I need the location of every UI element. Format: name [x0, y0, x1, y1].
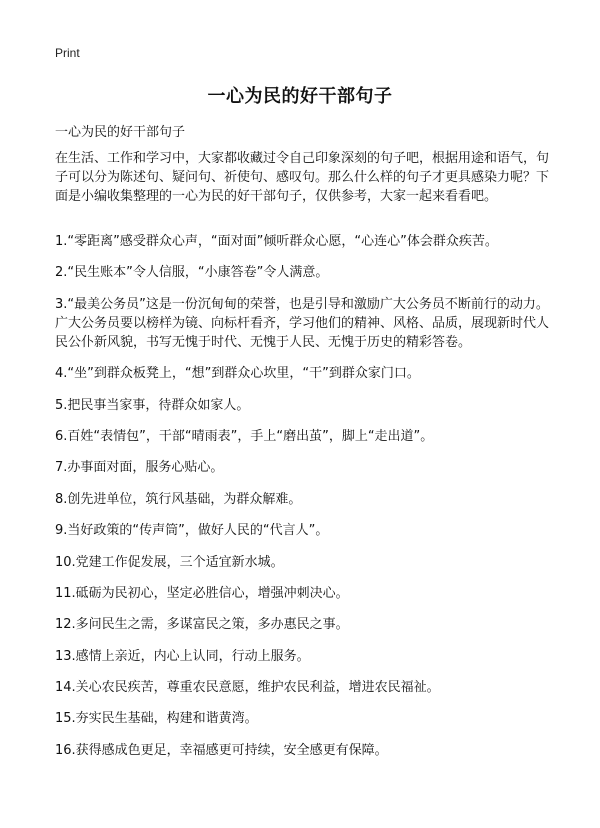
list-item: 5.把民事当家事，待群众如家人。	[55, 397, 250, 413]
page-title: 一心为民的好干部句子	[207, 86, 393, 107]
list-item: 9.当好政策的“传声筒”，做好人民的“代言人”。	[55, 523, 329, 539]
list-item: 1.“零距离”感受群众心声，“面对面”倾听群众心愿，“心连心”体会群众疾苦。	[55, 234, 498, 249]
document-subtitle: 一心为民的好干部句子	[55, 125, 186, 140]
list-item: 16.获得感成色更足，幸福感更可持续，安全感更有保障。	[55, 742, 388, 758]
intro-paragraph: 在生活、工作和学习中，大家都收藏过令自己印象深刻的句子吧，根据用途和语气，句子可以分为陈述句、疑问句、祈使句、感叹句。那么什么样的句子才更具感染力呢？下面是小编收集整理的一心为民的好干部句子，仅供参考，大家一起来看看吧。	[55, 151, 550, 204]
list-item: 13.感情上亲近，内心上认同，行动上服务。	[55, 648, 310, 664]
list-item: 6.百姓“表情包”，干部“晴雨表”，手上“磨出茧”，脚上“走出道”。	[55, 428, 434, 444]
list-item: 11.砥砺为民初心，坚定必胜信心，增强冲刺决心。	[55, 585, 349, 601]
list-item: 10.党建工作促发展，三个适宜新水城。	[55, 554, 284, 570]
sentence-list	[55, 232, 553, 772]
list-item: 2.“民生账本”令人信服，“小康答卷”令人满意。	[55, 265, 329, 281]
list-item: 3.“最美公务员”这是一份沉甸甸的荣誉，也是引导和激励广大公务员不断前行的动力。广大公务员要以榜样为镜、向标杆看齐，学习他们的精神、风格、品质，展现新时代人民公仆新风貌，书写无愧于时代、无愧于人民、无愧于历史的精彩答卷。	[55, 296, 550, 350]
print-link[interactable]: Print	[55, 46, 80, 60]
list-item: 14.关心农民疾苦，尊重农民意愿，维护农民利益，增进农民福祉。	[55, 680, 440, 696]
list-item: 8.创先进单位，筑行风基础，为群众解难。	[55, 491, 302, 507]
list-item: 4.“坐”到群众板凳上，“想”到群众心坎里，“干”到群众家门口。	[55, 366, 420, 382]
list-item: 12.多问民生之需，多谋富民之策，多办惠民之事。	[55, 617, 349, 633]
list-item: 7.办事面对面，服务心贴心。	[55, 460, 224, 476]
list-item: 15.夯实民生基础，构建和谐黄湾。	[55, 711, 258, 727]
